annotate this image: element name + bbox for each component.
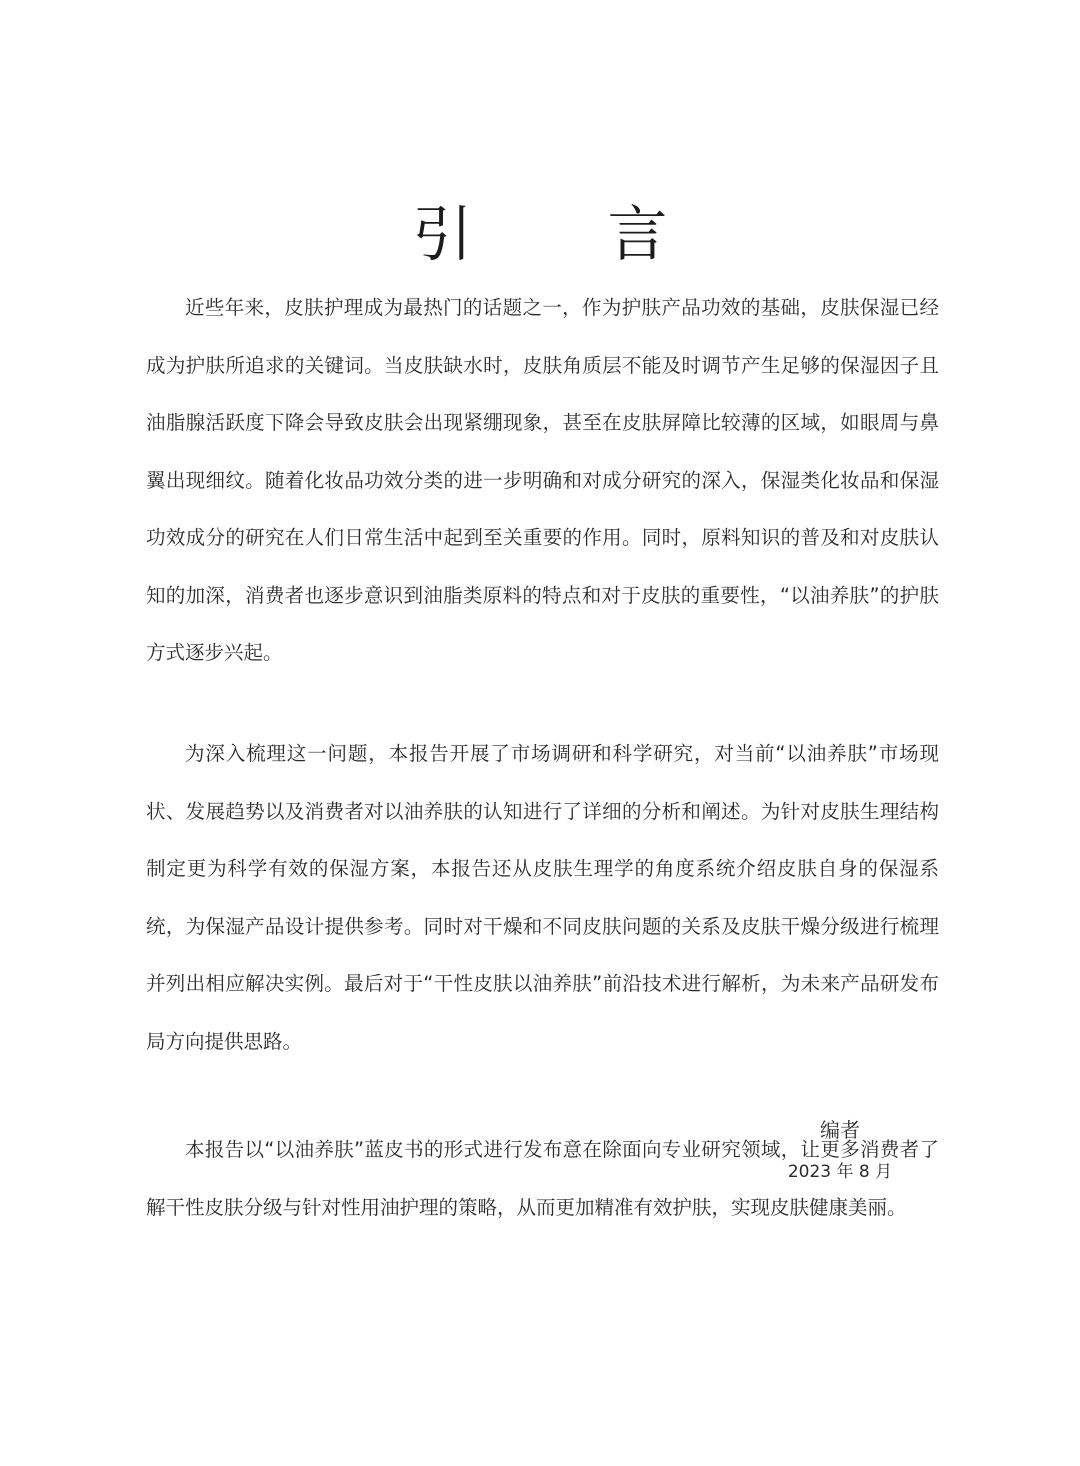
intro-paragraph-2: 为深入梳理这一问题，本报告开展了市场调研和科学研究，对当前“以油养肤”市场现状、发展趋势以及消费者对以油养肤的认知进行了详细的分析和阐述。为针对皮肤生理结构制定更为科学有效的保湿方案，本报告还从皮肤生理学的角度系统介绍皮肤自身的保湿系统，为保湿产品设计提供参考。同时对干燥和不同皮肤问题的关系及皮肤干燥分级进行梳理并列出相应解决实例。最后对于“干性皮肤以油养肤”前沿技术进行解析，为未来产品研发布局方向提供思路。: [146, 742, 939, 1053]
signature-date: 2023 年 8 月: [787, 1162, 893, 1182]
intro-paragraph-1: 近些年来，皮肤护理成为最热门的话题之一，作为护肤产品功效的基础，皮肤保湿已经成为护肤所追求的关键词。当皮肤缺水时，皮肤角质层不能及时调节产生足够的保湿因子且油脂腺活跃度下降会导致皮肤会出现紧绷现象，甚至在皮肤屏障比较薄的区域，如眼周与鼻翼出现细纹。随着化妆品功效分类的进一步明确和对成分研究的深入，保湿类化妆品和保湿功效成分的研究在人们日常生活中起到至关重要的作用。同时，原料知识的普及和对皮肤认知的加深，消费者也逐步意识到油脂类原料的特点和对于皮肤的重要性，“以油养肤”的护肤方式逐步兴起。: [146, 296, 939, 664]
intro-paragraph-3: 本报告以“以油养肤”蓝皮书的形式进行发布意在除面向专业研究领域，让更多消费者了解干性皮肤分级与针对性用油护理的策略，从而更加精准有效护肤，实现皮肤健康美丽。: [146, 1138, 939, 1219]
page-title: 引 言: [412, 200, 726, 271]
editor-signature: 编者: [820, 1118, 860, 1142]
